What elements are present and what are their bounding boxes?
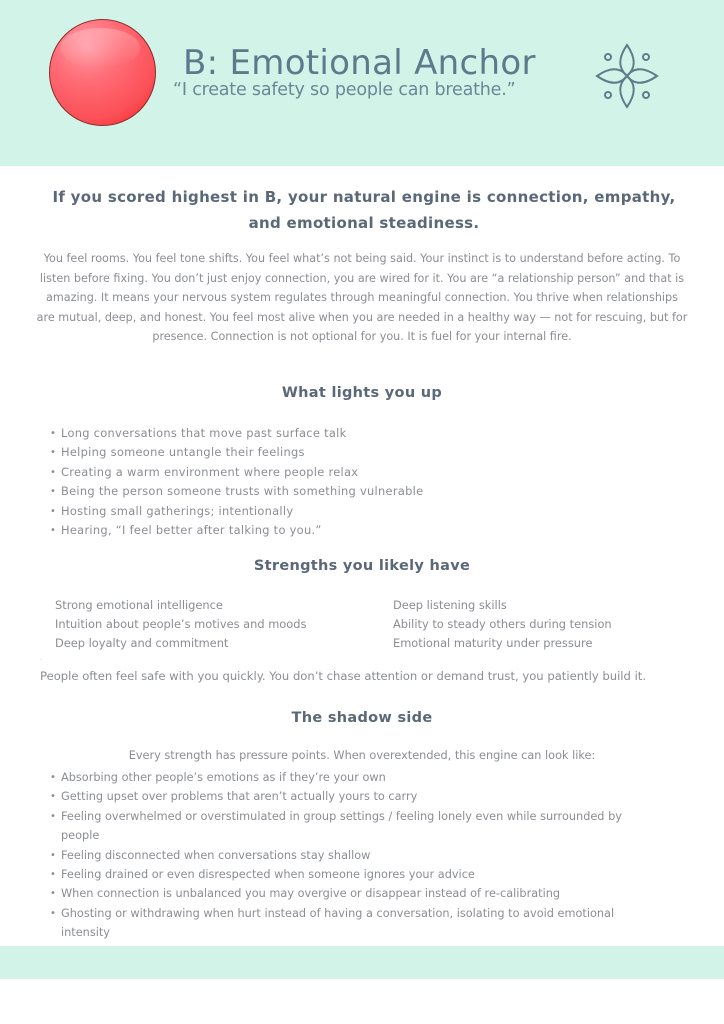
section-heading-shadow: The shadow side [291, 710, 433, 726]
stray-mark: . [40, 655, 42, 662]
strengths-grid [55, 598, 675, 656]
lights-list [50, 424, 423, 540]
list-item: • Feeling disconnected when conversations stay shallow [50, 846, 650, 865]
strength-item: Intuition about people’s motives and moods [55, 617, 307, 632]
strength-item: Ability to steady others during tension [393, 617, 612, 632]
red-orb-icon [49, 19, 156, 126]
list-item: • Ghosting or withdrawing when hurt instead of having a conversation, isolating to avoid emotional intensity [50, 904, 650, 943]
list-item: • Helping someone untangle their feelings [50, 443, 423, 462]
list-item: • Creating a warm environment where people relax [50, 463, 423, 482]
list-item: • Getting upset over problems that aren’t actually yours to carry [50, 787, 650, 806]
list-item: • Feeling overwhelmed or overstimulated in group settings / feeling lonely even while surrounded by people [50, 807, 650, 846]
shadow-list [50, 768, 650, 943]
strength-item: Deep loyalty and commitment [55, 636, 229, 651]
list-item: • Hosting small gatherings; intentionally [50, 502, 423, 521]
orb-highlight [60, 28, 140, 68]
strength-item: Emotional maturity under pressure [393, 636, 593, 651]
list-item: • Absorbing other people’s emotions as if they’re your own [50, 768, 650, 787]
list-item: • Feeling drained or even disrespected when someone ignores your advice [50, 865, 650, 884]
page-subtitle: “I create safety so people can breathe.” [173, 80, 516, 100]
section-heading-lights: What lights you up [281, 385, 443, 401]
section-heading-strengths: Strengths you likely have [253, 558, 471, 574]
strength-item: Deep listening skills [393, 598, 507, 612]
footer-band [0, 946, 724, 979]
lead-statement: If you scored highest in B, your natural engine is connection, empathy, and emotional steadiness. [52, 188, 676, 232]
intro-paragraph: You feel rooms. You feel tone shifts. You feel what’s not being said. Your instinct is to understand before acting. To listen before fixing. You don’t just enjoy connection, you are wired for it. You are “a relationship person” and that is amazing. It means your nervous system regulates through meaningful connection. You thrive when relationships are mutual, deep, and honest. You feel most alive when you are needed in a healthy way — not for rescuing, but for presence. Connection is not optional for you. It is fuel for your internal fire. [36, 252, 688, 344]
page-title: B: Emotional Anchor [183, 43, 536, 83]
list-item: • When connection is unbalanced you may overgive or disappear instead of re-calibrating [50, 884, 650, 903]
list-item: • Being the person someone trusts with something vulnerable [50, 482, 423, 501]
shadow-intro: Every strength has pressure points. When overextended, this engine can look like: [128, 749, 596, 762]
strength-item: Strong emotional intelligence [55, 598, 223, 612]
strengths-summary: People often feel safe with you quickly. You don’t chase attention or demand trust, you patiently build it. [40, 669, 647, 683]
header-band [0, 0, 724, 166]
list-item: • Hearing, “I feel better after talking to you.” [50, 521, 423, 540]
list-item: • Long conversations that move past surface talk [50, 424, 423, 443]
knot-emblem-icon [594, 42, 660, 110]
